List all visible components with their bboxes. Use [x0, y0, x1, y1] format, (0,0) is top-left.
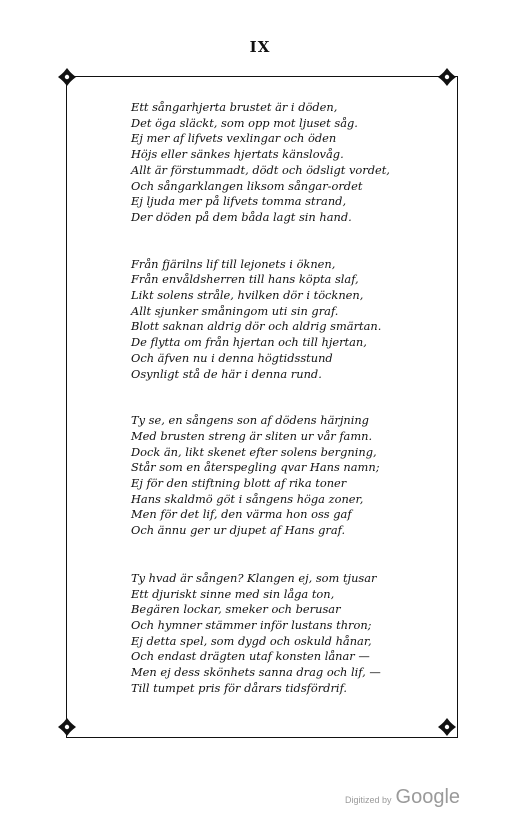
poem-line: Från fjärilns lif till lejonets i öknen, [131, 256, 336, 271]
stanza [131, 257, 431, 383]
poem-line: Der döden på dem båda lagt sin hand. [131, 209, 352, 224]
poem-line: Ej ljuda mer på lifvets tomma strand, [131, 194, 347, 209]
poem-line: Till tumpet pris för dårars tidsfördrif. [131, 680, 347, 695]
poem-line: Och ännu ger ur djupet af Hans graf. [131, 523, 346, 538]
poem-line: Det öga släckt, som opp mot ljuset såg. [131, 115, 358, 130]
poem-line: Ej mer af lifvets vexlingar och öden [131, 131, 337, 146]
poem-line: Ett djuriskt sinne med sin låga ton, [131, 586, 335, 601]
corner-ornament-icon [436, 66, 458, 88]
poem-line: Och endast drägten utaf konsten lånar — [131, 649, 370, 664]
poem-line: Ty hvad är sången? Klangen ej, som tjusar [131, 570, 377, 585]
poem-line: Allt är förstummadt, dödt och ödsligt vordet, [131, 162, 390, 177]
poem-body [131, 100, 431, 728]
poem-line: Och sångarklangen liksom sångar-ordet [131, 178, 363, 193]
watermark-brand: Google [395, 786, 461, 808]
poem-line: Höjs eller sänkes hjertats känslovåg. [131, 147, 344, 162]
page-number: IX [249, 38, 271, 56]
poem-line: Begären lockar, smeker och berusar [131, 602, 341, 617]
digitization-watermark [345, 786, 460, 809]
stanza [131, 571, 431, 697]
corner-ornament-icon [56, 716, 78, 738]
stanza [131, 413, 431, 539]
poem-line: Ett sångarhjerta brustet är i döden, [131, 100, 338, 114]
poem-line: Och hymner stämmer inför lustans thron; [131, 617, 372, 632]
poem-line: Men för det lif, den värma hon oss gaf [131, 507, 352, 522]
poem-line: Från envåldsherren till hans köpta slaf, [131, 272, 359, 287]
corner-ornament-icon [436, 716, 458, 738]
corner-ornament-icon [56, 66, 78, 88]
poem-line: Och äfven nu i denna högtidsstund [131, 350, 333, 365]
poem-line: Ty se, en sångens son af dödens härjning [131, 413, 369, 428]
poem-line: Står som en återspegling qvar Hans namn; [131, 460, 380, 475]
stanza [131, 100, 431, 226]
watermark-prefix: Digitized by [345, 795, 392, 805]
poem-line: Allt sjunker småningom uti sin graf. [131, 303, 339, 318]
poem-line: Likt solens stråle, hvilken dör i töcknen, [131, 288, 364, 303]
poem-line: Hans skaldmö göt i sångens höga zoner, [131, 491, 364, 506]
poem-line: Dock än, likt skenet efter solens bergning, [131, 444, 377, 459]
poem-line: Men ej dess skönhets sanna drag och lif, — [131, 665, 381, 680]
poem-line: Ej detta spel, som dygd och oskuld hånar, [131, 633, 372, 648]
poem-line: De flytta om från hjertan och till hjertan, [131, 335, 367, 350]
poem-line: Blott saknan aldrig dör och aldrig smärtan. [131, 319, 382, 334]
poem-line: Osynligt stå de här i denna rund. [131, 366, 322, 381]
poem-line: Med brusten streng är sliten ur vår famn. [131, 428, 373, 443]
poem-line: Ej för den stiftning blott af rika toner [131, 476, 347, 491]
